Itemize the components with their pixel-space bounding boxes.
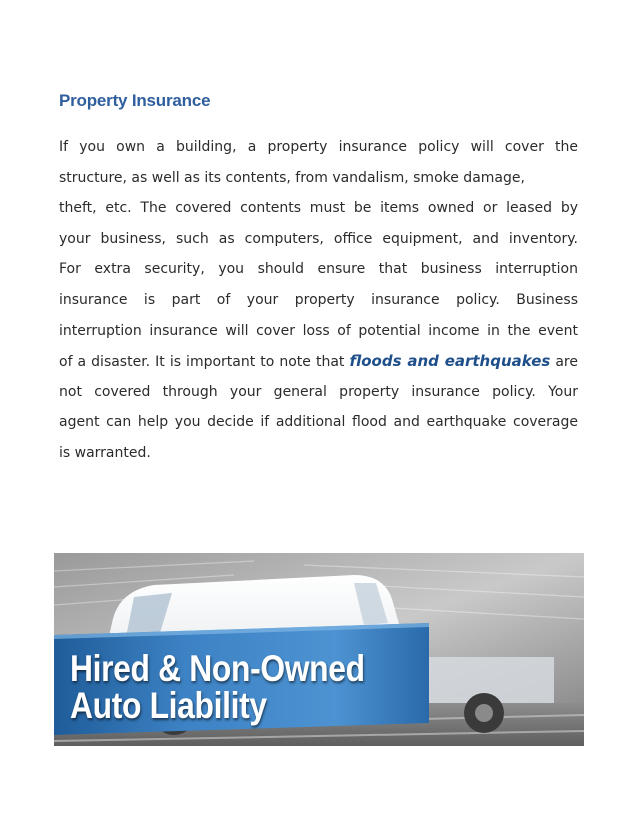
paragraph-line: agent can help you decide if additional flood and earthquake coverage bbox=[59, 414, 578, 431]
paragraph-line: insurance is part of your property insurance policy. Business bbox=[59, 291, 578, 308]
body-paragraph bbox=[59, 132, 578, 469]
paragraph-line: is warranted. bbox=[59, 444, 151, 461]
banner-title-line-1: Hired & Non-Owned bbox=[70, 648, 365, 689]
paragraph-line: interruption insurance will cover loss of potential income in the event bbox=[59, 322, 578, 339]
paragraph-line: your business, such as computers, office equipment, and inventory. bbox=[59, 230, 578, 247]
emphasized-text: floods and earthquakes bbox=[349, 352, 551, 371]
paragraph-line: theft, etc. The covered contents must be items owned or leased by bbox=[59, 200, 578, 217]
paragraph-text: are bbox=[550, 354, 578, 371]
paragraph-line bbox=[59, 346, 578, 377]
paragraph-line: For extra security, you should ensure that business interruption bbox=[59, 261, 578, 278]
section-heading: Property Insurance bbox=[59, 91, 211, 110]
paragraph-line: If you own a building, a property insurance policy will cover the bbox=[59, 139, 578, 155]
auto-liability-banner bbox=[54, 553, 584, 746]
paragraph-line: not covered through your general property insurance policy. Your bbox=[59, 383, 578, 400]
paragraph-text: of a disaster. It is important to note that bbox=[59, 354, 350, 371]
banner-title-line-2: Auto Liability bbox=[70, 685, 267, 726]
paragraph-line: structure, as well as its contents, from vandalism, smoke damage, bbox=[59, 169, 525, 186]
